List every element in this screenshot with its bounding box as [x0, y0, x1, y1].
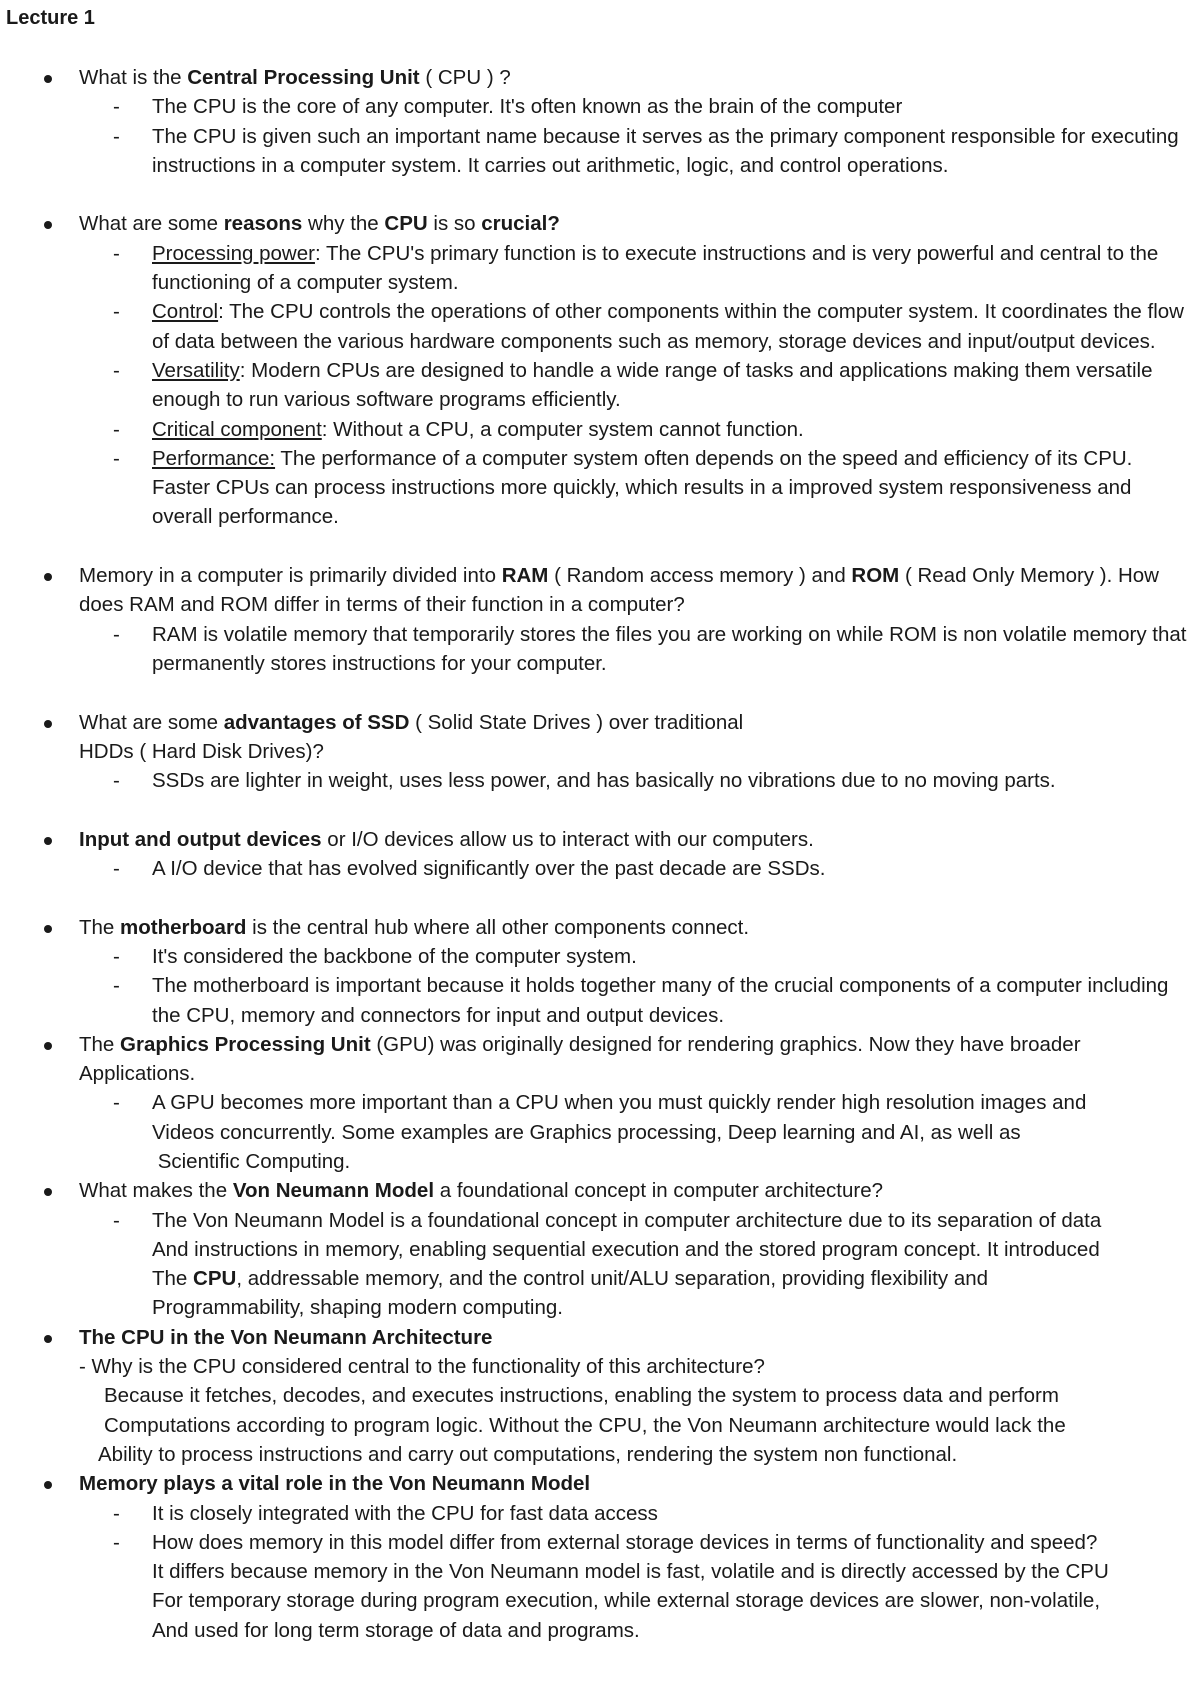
dash-icon: -	[113, 1091, 120, 1115]
list-item	[0, 825, 1200, 884]
question: What is the Central Processing Unit ( CPU ) ?	[0, 63, 1200, 92]
answer: - A GPU becomes more important than a CPU when you must quickly render high resolution images and	[0, 1088, 1200, 1117]
answer: - RAM is volatile memory that temporarily stores the files you are working on while ROM is non volatile memory that permanently stores instructions for your computer.	[0, 620, 1200, 679]
answer: - The CPU is given such an important name because it serves as the primary component responsible for executing instructions in a computer system. It carries out arithmetic, logic, and control operations.	[0, 122, 1200, 181]
answer-continued: Programmability, shaping modern computing.	[152, 1296, 563, 1320]
question: The CPU in the Von Neumann Architecture	[0, 1323, 1200, 1352]
question: The motherboard is the central hub where all other components connect.	[0, 913, 1200, 942]
list-item	[0, 708, 1200, 796]
page-title: Lecture 1	[6, 7, 95, 29]
sub-question: - Why is the CPU considered central to the functionality of this architecture?	[79, 1355, 765, 1379]
dash-icon: -	[113, 622, 120, 646]
dash-icon: -	[113, 1530, 120, 1554]
answer-continued: For temporary storage during program execution, while external storage devices are slower, non-volatile,	[152, 1589, 1101, 1613]
answer-line: Computations according to program logic. Without the CPU, the Von Neumann architecture would lack the	[104, 1413, 1066, 1437]
dash-icon: -	[113, 300, 120, 324]
answer: - The CPU is the core of any computer. It's often known as the brain of the computer	[0, 92, 1200, 121]
bullet-icon	[44, 925, 52, 933]
question-continued: HDDs ( Hard Disk Drives)?	[79, 739, 324, 763]
dash-icon: -	[113, 944, 120, 968]
answer: - Critical component: Without a CPU, a computer system cannot function.	[0, 415, 1200, 444]
bullet-icon	[44, 1042, 52, 1050]
dash-icon: -	[113, 446, 120, 470]
question: Input and output devices or I/O devices allow us to interact with our computers.	[0, 825, 1200, 854]
bullet-icon	[44, 75, 52, 83]
bullet-icon	[44, 221, 52, 229]
bullet-icon	[44, 573, 52, 581]
answer-continued: And instructions in memory, enabling sequential execution and the stored program concept. It introduced	[152, 1237, 1100, 1261]
question-continued: Applications.	[79, 1062, 196, 1086]
dash-icon: -	[113, 417, 120, 441]
question: What makes the Von Neumann Model a foundational concept in computer architecture?	[0, 1176, 1200, 1205]
notes-body	[0, 63, 1200, 1645]
answer: - Processing power: The CPU's primary function is to execute instructions and is very powerful and central to the functioning of a computer system.	[0, 239, 1200, 298]
question: What are some reasons why the CPU is so crucial?	[0, 209, 1200, 238]
answer: - Versatility: Modern CPUs are designed to handle a wide range of tasks and applications making them versatile enough to run various software programs efficiently.	[0, 356, 1200, 415]
answer-continued: It differs because memory in the Von Neumann model is fast, volatile and is directly accessed by the CPU	[152, 1560, 1109, 1584]
list-item	[0, 63, 1200, 180]
question: Memory in a computer is primarily divided into RAM ( Random access memory ) and ROM ( Read Only Memory ). How does RAM and ROM differ in terms of their function in a computer?	[0, 561, 1200, 620]
answer-line: Because it fetches, decodes, and executes instructions, enabling the system to process data and perform	[104, 1384, 1059, 1408]
answer: - It's considered the backbone of the computer system.	[0, 942, 1200, 971]
bullet-icon	[44, 1481, 52, 1489]
answer: - It is closely integrated with the CPU for fast data access	[0, 1499, 1200, 1528]
answer: - SSDs are lighter in weight, uses less power, and has basically no vibrations due to no moving parts.	[0, 766, 1200, 795]
bullet-icon	[44, 720, 52, 728]
answer-continued: Videos concurrently. Some examples are Graphics processing, Deep learning and AI, as well as	[152, 1120, 1021, 1144]
dash-icon: -	[113, 1208, 120, 1232]
dash-icon: -	[113, 241, 120, 265]
bullet-icon	[44, 1188, 52, 1196]
answer-continued: And used for long term storage of data and programs.	[152, 1618, 640, 1642]
list-item	[0, 913, 1200, 1030]
list-item	[0, 209, 1200, 531]
dash-icon: -	[113, 1501, 120, 1525]
question: What are some advantages of SSD ( Solid State Drives ) over traditional	[0, 708, 1200, 737]
question: Memory plays a vital role in the Von Neumann Model	[0, 1469, 1200, 1498]
list-item	[0, 1469, 1200, 1645]
bullet-icon	[44, 837, 52, 845]
answer: - The motherboard is important because it holds together many of the crucial components of a computer including the CPU, memory and connectors for input and output devices.	[0, 971, 1200, 1030]
answer-line: Ability to process instructions and carry out computations, rendering the system non functional.	[98, 1442, 958, 1466]
answer: - Control: The CPU controls the operations of other components within the computer system. It coordinates the flow of data between the various hardware components such as memory, storage devices and input/output devices.	[0, 297, 1200, 356]
answer: - A I/O device that has evolved significantly over the past decade are SSDs.	[0, 854, 1200, 883]
dash-icon: -	[113, 769, 120, 793]
answer: - Performance: The performance of a computer system often depends on the speed and efficiency of its CPU. Faster CPUs can process instructions more quickly, which results in a improved system responsiveness and overall performance.	[0, 444, 1200, 532]
question: The Graphics Processing Unit (GPU) was originally designed for rendering graphics. Now they have broader	[0, 1030, 1200, 1059]
dash-icon: -	[113, 95, 120, 119]
list-item	[0, 1030, 1200, 1176]
dash-icon: -	[113, 124, 120, 148]
list-item	[0, 561, 1200, 678]
list-item	[0, 1176, 1200, 1322]
answer: - How does memory in this model differ from external storage devices in terms of functionality and speed?	[0, 1528, 1200, 1557]
list-item	[0, 1323, 1200, 1469]
answer-continued: Scientific Computing.	[152, 1149, 351, 1173]
answer-continued: The CPU, addressable memory, and the control unit/ALU separation, providing flexibility and	[152, 1267, 989, 1291]
dash-icon: -	[113, 358, 120, 382]
answer: - The Von Neumann Model is a foundational concept in computer architecture due to its separation of data	[0, 1206, 1200, 1235]
bullet-icon	[44, 1335, 52, 1343]
dash-icon: -	[113, 974, 120, 998]
dash-icon: -	[113, 857, 120, 881]
